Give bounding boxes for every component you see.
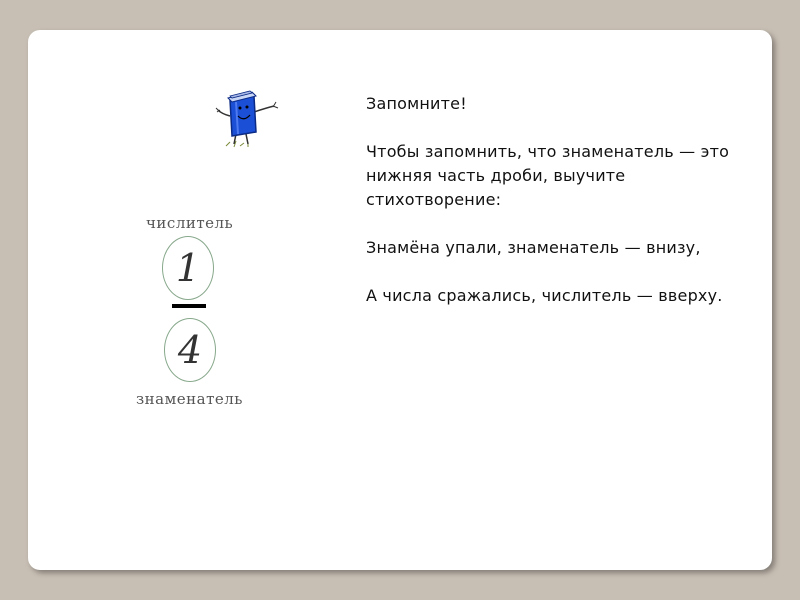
slide-heading: Запомните! [366,94,467,113]
fraction-bar [172,304,206,308]
book-character-icon [214,86,284,150]
numerator-value: 1 [162,236,214,300]
denominator-label: знаменатель [136,390,243,408]
slide-paragraph-intro: Чтобы запомнить, что знаменатель — это нижняя часть дроби, выучите стихотворение: [366,142,730,209]
slide-text [366,92,756,332]
numerator-label: числитель [146,214,234,232]
slide-paragraph-verse-2: А числа сражались, числитель — вверху. [366,286,723,305]
slide [28,30,772,570]
denominator-value: 4 [164,318,216,382]
slide-paragraph-verse-1: Знамёна упали, знаменатель — внизу, [366,238,701,257]
